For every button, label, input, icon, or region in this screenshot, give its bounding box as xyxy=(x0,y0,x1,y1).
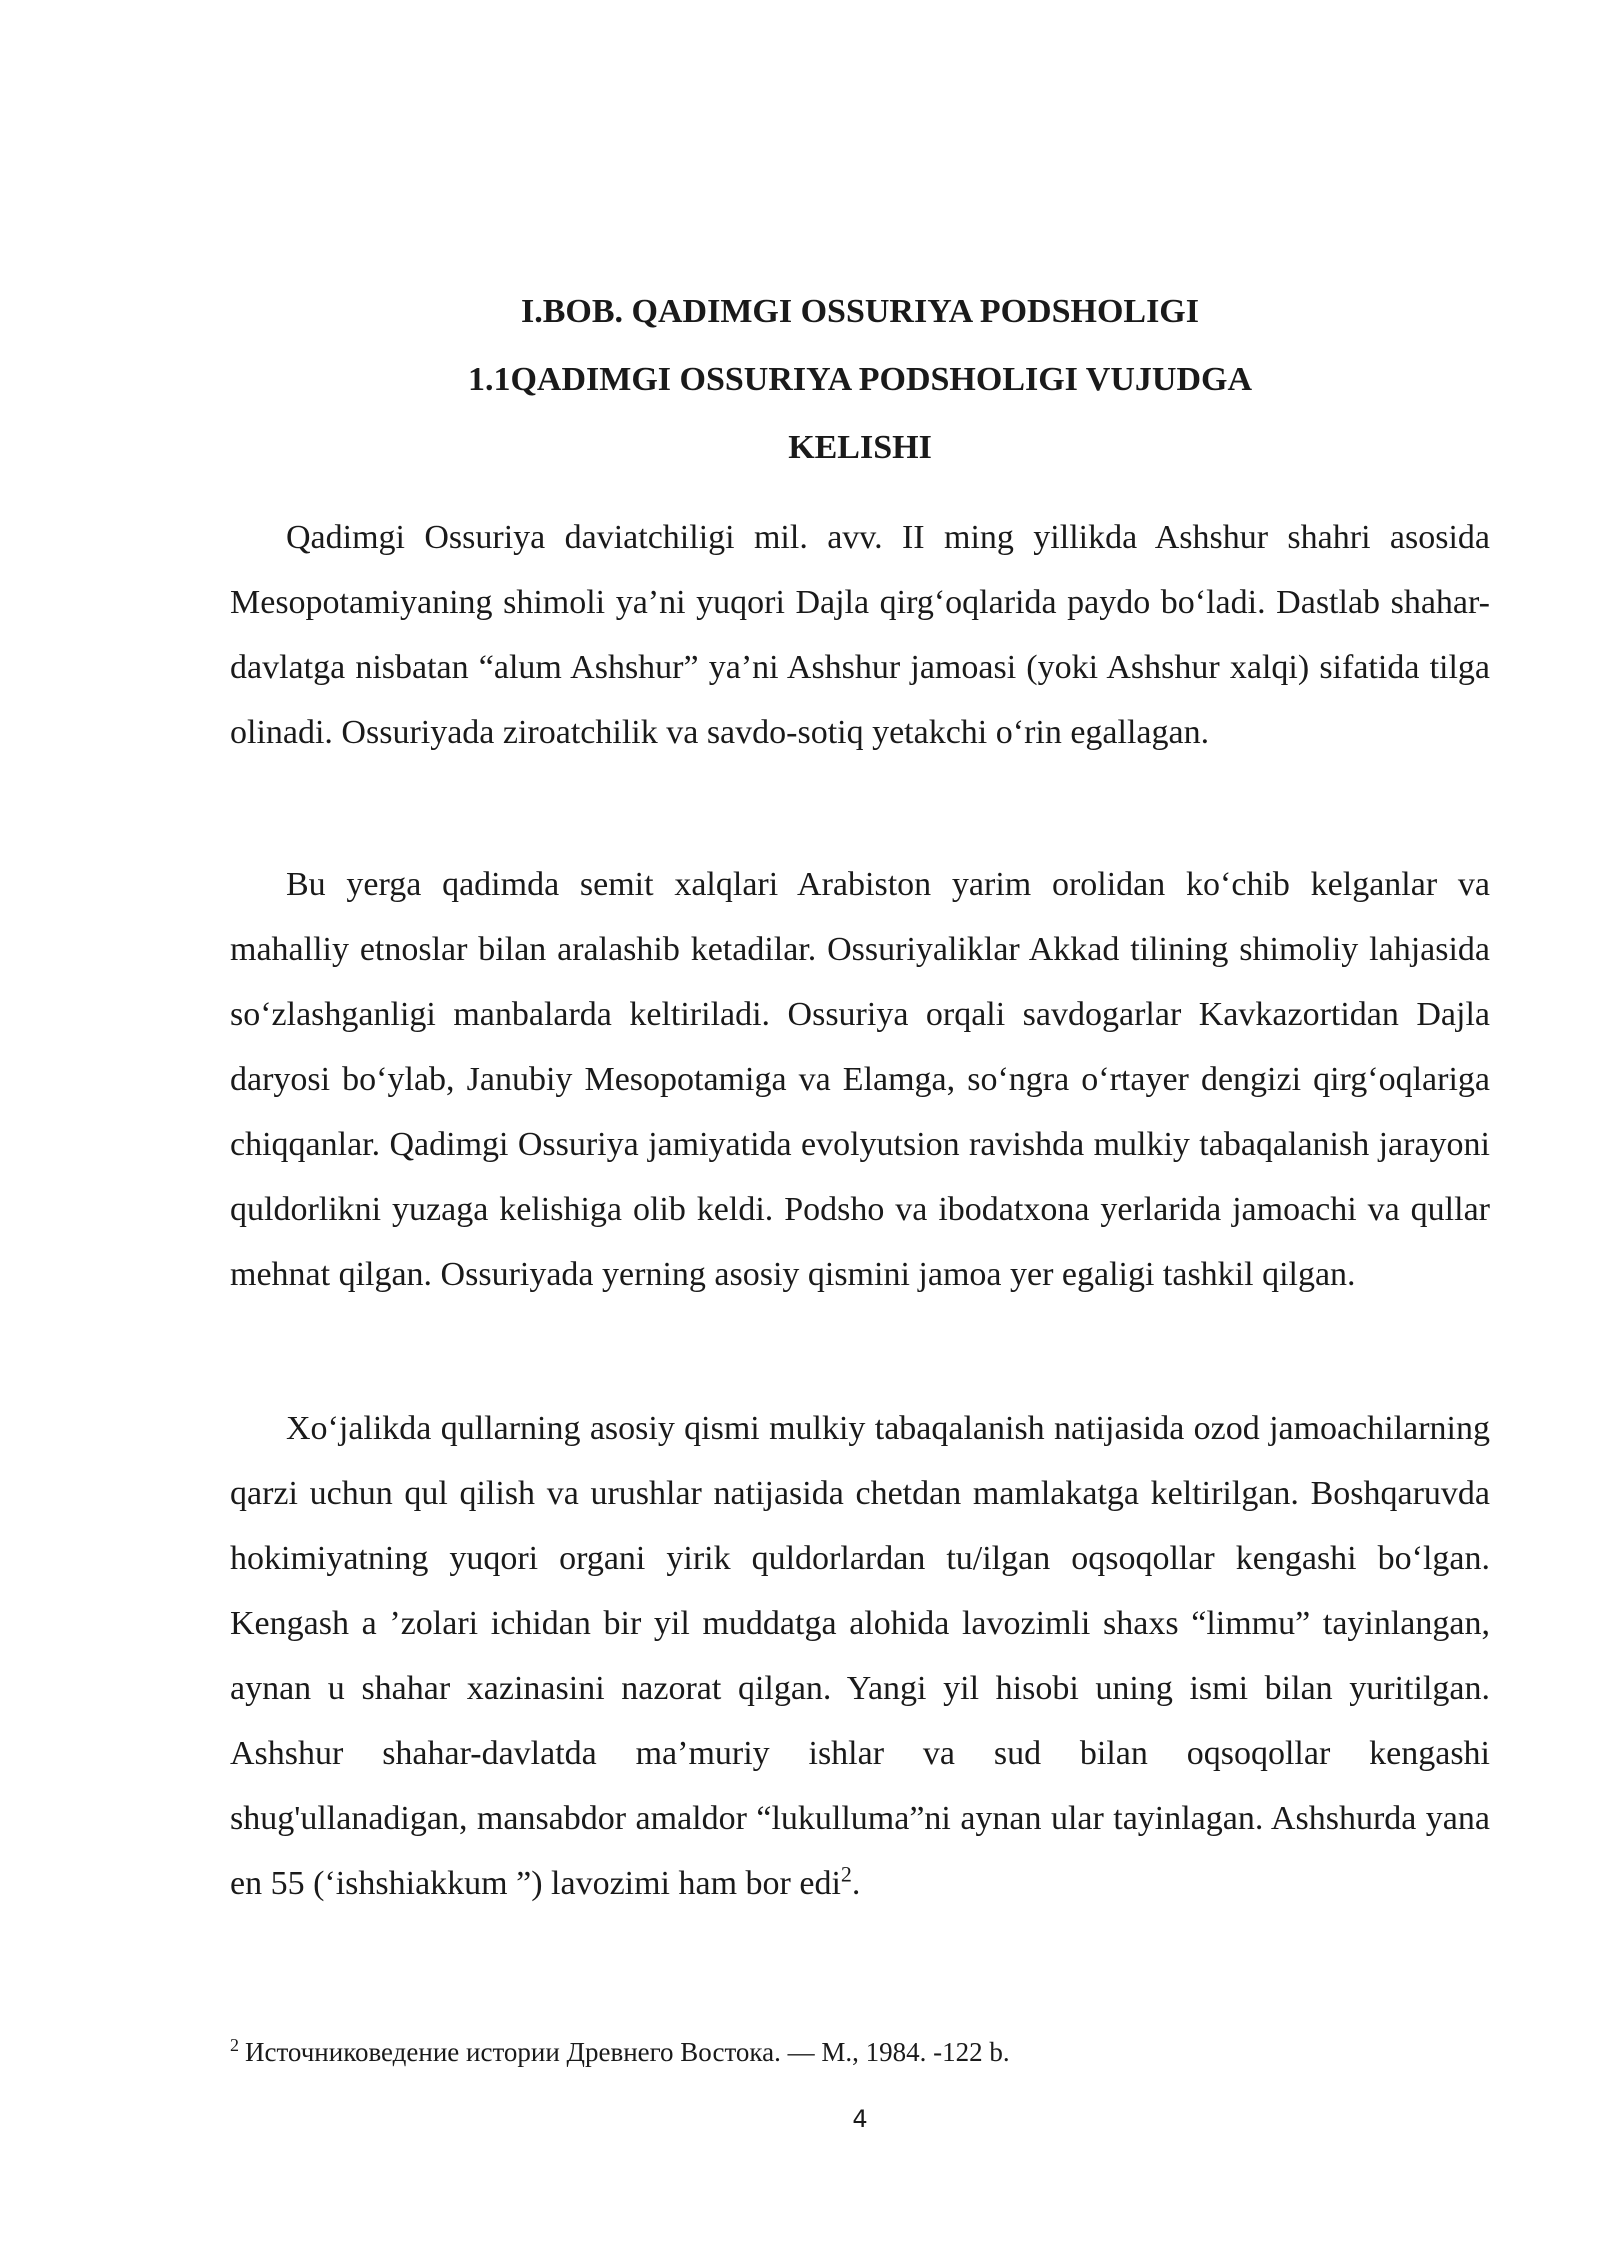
paragraph-1: Qadimgi Ossuriya daviatchiligi mil. avv. II ming yillikda Ashshur shahri asosida Mesopotamiyaning shimoli ya’ni yuqori Dajla qirg‘oqlarida paydo bo‘ladi. Dastlab shahar-davlatga nisbatan “alum Ashshur” ya’ni Ashshur jamoasi (yoki Ashshur xalqi) sifatida tilga olinadi. Ossuriyada ziroatchilik va savdo-sotiq yetakchi o‘rin egallagan. xyxy=(230,519,1490,751)
section-title-line-1: 1.1QADIMGI OSSURIYA PODSHOLIGI VUJUDGA xyxy=(467,361,1253,398)
footnote-marker: 2 xyxy=(230,2035,239,2055)
footnote-text: Источниковедение истории Древнего Востока. — М., 1984. -122 b. xyxy=(245,2037,1010,2067)
paragraph-3-end: . xyxy=(851,1865,861,1902)
footnote-reference[interactable]: 2 xyxy=(840,1861,852,1887)
page-number: 4 xyxy=(852,2105,868,2133)
section-title-line-2: KELISHI xyxy=(788,429,932,466)
paragraph-3-text: Xo‘jalikda qullarning asosiy qismi mulkiy tabaqalanish natijasida ozod jamoachilarning qarzi uchun qul qilish va urushlar natijasida chetdan mamlakatga keltirilgan. Boshqaruvda hokimiyatning yuqori organi yirik quldorlardan tu/ilgan oqsoqollar kengashi bo‘lgan. Kengash a ’zolari ichidan bir yil muddatga alohida lavozimli shaxs “limmu” tayinlangan, aynan u shahar xazinasini nazorat qilgan. Yangi yil hisobi uning ismi bilan yuritilgan. Ashshur shahar-davlatda ma’muriy ishlar va sud bilan oqsoqollar kengashi shug'ullanadigan, mansabdor amaldor “lukulluma”ni aynan ular tayinlagan. Ashshurda yana en 55 (‘ishshiakkum ”) lavozimi ham bor edi xyxy=(230,1410,1490,1902)
chapter-title: I.BOB. QADIMGI OSSURIYA PODSHOLIGI xyxy=(521,293,1199,330)
paragraph-2: Bu yerga qadimda semit xalqlari Arabiston yarim orolidan ko‘chib kelganlar va mahalliy etnoslar bilan aralashib ketadilar. Ossuriyaliklar Akkad tilining shimoliy lahjasida so‘zlashganligi manbalarda keltiriladi. Ossuriya orqali savdogarlar Kavkazortidan Dajla daryosi bo‘ylab, Janubiy Mesopotamiga va Elamga, so‘ngra o‘rtayer dengizi qirg‘oqlariga chiqqanlar. Qadimgi Ossuriya jamiyatida evolyutsion ravishda mulkiy tabaqalanish jarayoni quldorlikni yuzaga kelishiga olib keldi. Podsho va ibodatxona yerlarida jamoachi va qullar mehnat qilgan. Ossuriyada yerning asosiy qismini jamoa yer egaligi tashkil qilgan. xyxy=(230,866,1490,1293)
